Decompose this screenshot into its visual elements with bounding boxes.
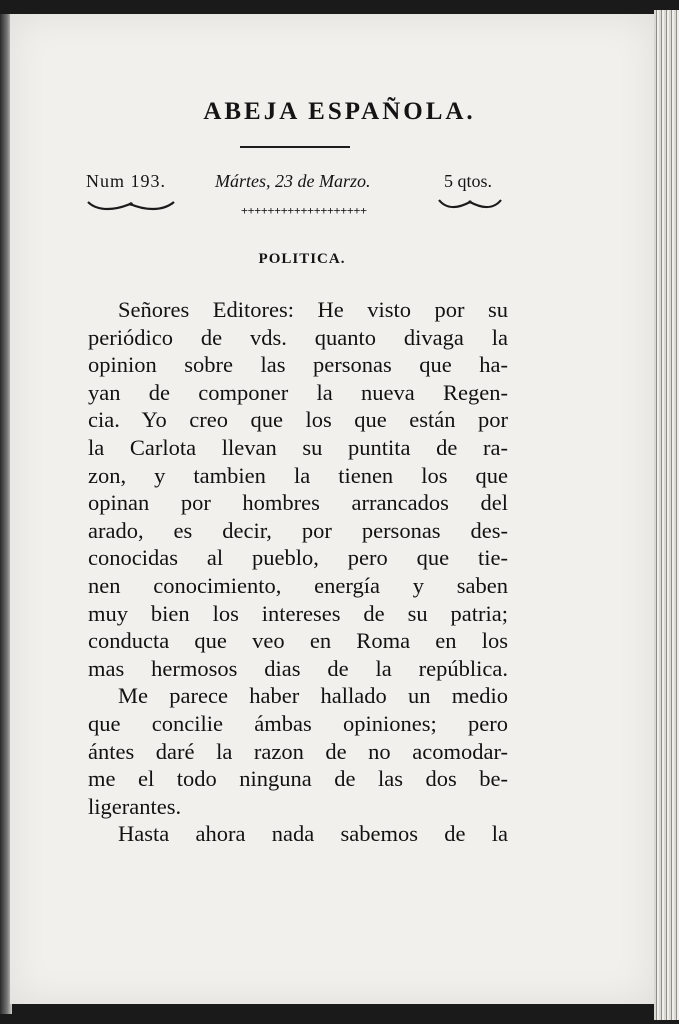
- text-line: me el todo ninguna de las dos be-: [88, 766, 508, 792]
- issue-price: 5 qtos.: [444, 171, 493, 191]
- text-line: la Carlota llevan su puntita de ra-: [88, 434, 508, 460]
- text-line: ántes daré la razon de no acomodar-: [88, 738, 508, 764]
- text-line: ligerantes.: [88, 793, 182, 819]
- newspaper-title: ABEJA ESPAÑOLA.: [203, 98, 476, 125]
- text-line: cia. Yo creo que los que están por: [88, 407, 508, 433]
- title-rule: [240, 146, 350, 148]
- article-body: [88, 296, 508, 848]
- text-line: zon, y tambien la tienen los que: [88, 462, 508, 488]
- text-line: conducta que veo en Roma en los: [88, 628, 508, 654]
- text-line: muy bien los intereses de su patria;: [88, 600, 508, 626]
- page-edge-right: [654, 10, 679, 1020]
- text-line: conocidas al pueblo, pero que tie-: [88, 545, 508, 571]
- text-line: Me parece haber hallado un medio: [118, 683, 508, 709]
- issue-date: Mártes, 23 de Marzo.: [215, 171, 371, 191]
- text-line: opinan por hombres arrancados del: [88, 490, 508, 516]
- section-heading: [0, 251, 580, 268]
- text-line: Hasta ahora nada sabemos de la: [118, 821, 508, 847]
- text-line: mas hermosos dias de la república.: [88, 655, 508, 681]
- text-line: que concilie ámbas opiniones; pero: [88, 710, 508, 736]
- text-line: Señores Editores: He visto por su: [118, 297, 508, 322]
- text-line: yan de componer la nueva Regen-: [88, 379, 508, 405]
- text-line: periódico de vds. quanto divaga la: [88, 324, 508, 350]
- text-line: opinion sobre las personas que ha-: [88, 352, 508, 378]
- ornament-rule: +++++++++++++++++++: [241, 204, 367, 217]
- section-heading-text: POLITICA.: [258, 251, 346, 267]
- right-flourish-icon: [437, 194, 503, 212]
- text-line: arado, es decir, por personas des-: [88, 517, 508, 543]
- issue-number: Num 193.: [86, 171, 166, 191]
- text-line: nen conocimiento, energía y saben: [88, 572, 508, 598]
- left-flourish-icon: [86, 196, 176, 214]
